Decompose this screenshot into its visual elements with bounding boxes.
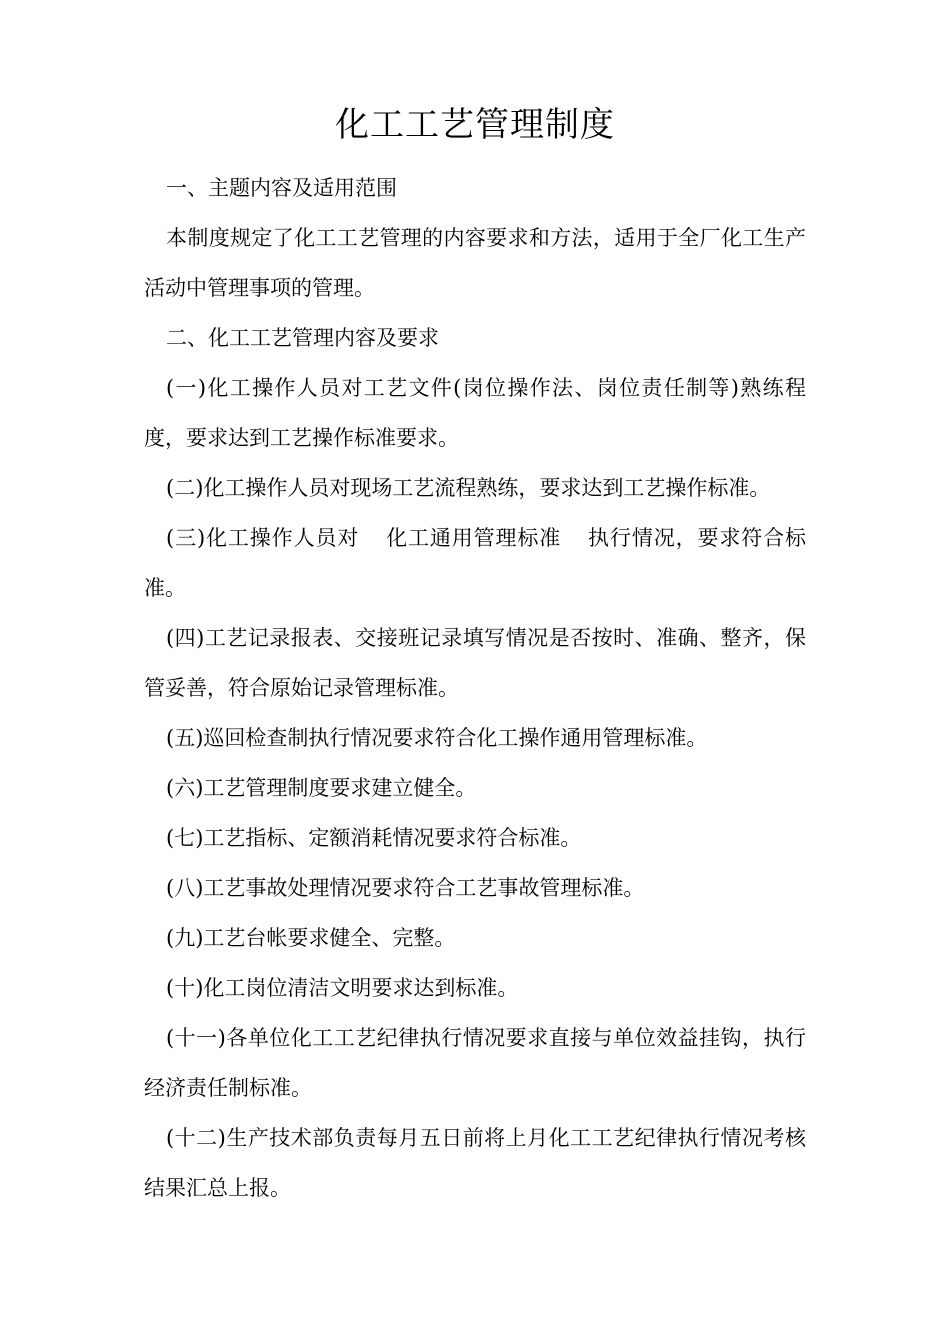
paragraph-item-11: (十一)各单位化工工艺纪律执行情况要求直接与单位效益挂钩，执行经济责任制标准。: [144, 1026, 806, 1100]
paragraph-item-9: (九)工艺台帐要求健全、完整。: [166, 926, 456, 950]
paragraph-item-7: (七)工艺指标、定额消耗情况要求符合标准。: [166, 826, 582, 850]
item-3-part-c: 执行情况，要求符合标准。: [144, 526, 807, 600]
item-3-part-b: 化工通用管理标准: [385, 526, 562, 550]
paragraph-item-2: (二)化工操作人员对现场工艺流程熟练，要求达到工艺操作标准。: [166, 476, 771, 500]
paragraph-item-12: (十二)生产技术部负责每月五日前将上月化工工艺纪律执行情况考核结果汇总上报。: [144, 1126, 806, 1200]
paragraph-item-10: (十)化工岗位清洁文明要求达到标准。: [166, 976, 519, 1000]
paragraph-scope: 本制度规定了化工工艺管理的内容要求和方法，适用于全厂化工生产活动中管理事项的管理。: [144, 226, 806, 300]
document-body: [144, 163, 806, 1213]
item-3-part-a: (三)化工操作人员对: [166, 526, 360, 550]
paragraph-item-5: (五)巡回检查制执行情况要求符合化工操作通用管理标准。: [166, 726, 708, 750]
paragraph-item-6: (六)工艺管理制度要求建立健全。: [166, 776, 477, 800]
section-heading-content: 二、化工工艺管理内容及要求: [166, 326, 439, 350]
paragraph-item-3: [144, 513, 806, 613]
section-heading-scope: 一、主题内容及适用范围: [166, 176, 397, 200]
document-title: 化工工艺管理制度: [335, 105, 615, 145]
paragraph-item-8: (八)工艺事故处理情况要求符合工艺事故管理标准。: [166, 876, 645, 900]
paragraph-item-4: (四)工艺记录报表、交接班记录填写情况是否按时、准确、整齐，保管妥善，符合原始记录管理标准。: [144, 626, 806, 700]
paragraph-item-1: (一)化工操作人员对工艺文件(岗位操作法、岗位责任制等)熟练程度，要求达到工艺操作标准要求。: [144, 376, 806, 450]
